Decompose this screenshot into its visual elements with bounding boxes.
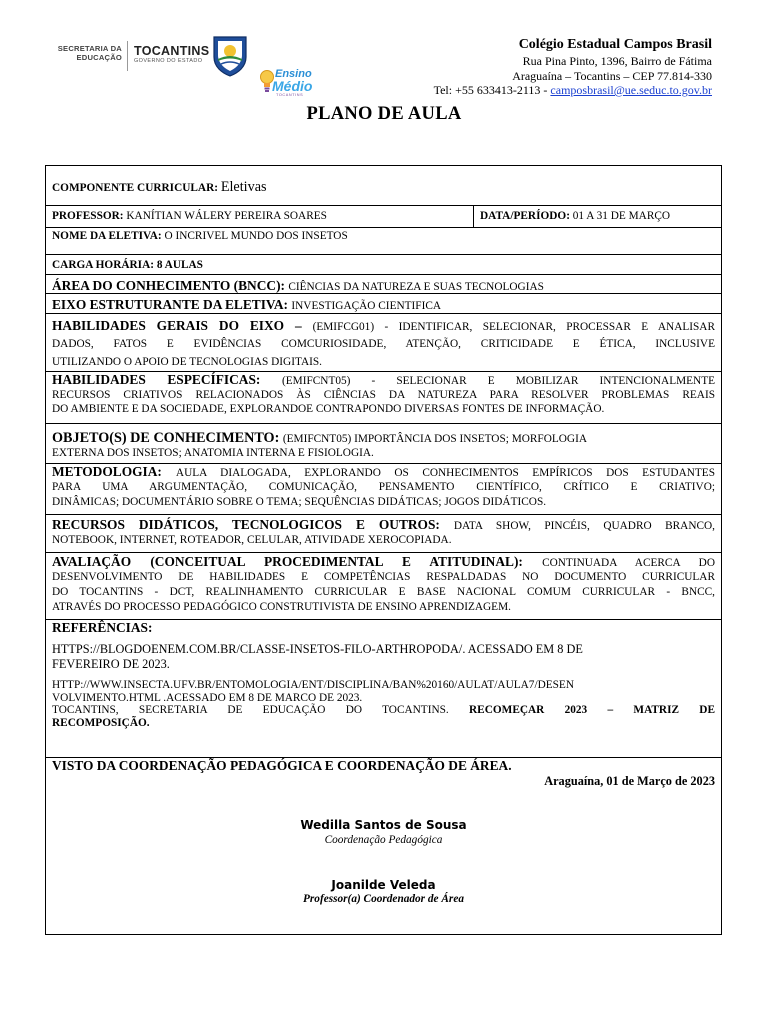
avaliacao-line-2: DESENVOLVIMENTO DE HABILIDADES E COMPETÊNCIAS RESPALDADAS NO DOCUMENTO CURRICULAR: [52, 570, 715, 583]
avaliacao-line-4: ATRAVÉS DO PROCESSO PEDAGÓGICO CONSTRUTIVISTA DE ENSINO APRENDIZAGEM.: [52, 600, 511, 613]
column-divider: [473, 206, 474, 227]
hab-gerais-line-2: DADOS, FATOS E EVIDÊNCIAS COMCURIOSIDADE, ATENÇÃO, CRITICIDADE E ÉTICA, INCLUSIVE: [52, 338, 715, 350]
eletiva-label: NOME DA ELETIVA:: [52, 230, 165, 242]
professor-value: KANÍTIAN WÁLERY PEREIRA SOARES: [126, 210, 327, 222]
signature-2-role: Professor(a) Coordenador de Área: [303, 893, 464, 905]
secretaria-educacao-logo: [50, 44, 122, 68]
signature-2-name: Joanilde Veleda: [331, 878, 436, 892]
medio-word: Médio: [272, 78, 313, 94]
hab-esp-line-3: DO AMBIENTE E DA SOCIEDADE, EXPLORANDOE CONTRAPONDO DIVERSAS FONTES DE INFORMAÇÃO.: [52, 402, 605, 415]
componente-label: COMPONENTE CURRICULAR:: [52, 182, 221, 194]
tocantins-logo: [134, 44, 210, 69]
tocantins-wordmark: TOCANTINS: [134, 44, 210, 58]
referencias-label: REFERÊNCIAS:: [52, 620, 153, 635]
hab-gerais-label: HABILIDADES GERAIS DO EIXO –: [52, 318, 313, 333]
row-habilidades-gerais: [46, 314, 721, 372]
avaliacao-line-1: AVALIAÇÃO (CONCEITUAL PROCEDIMENTAL E ATITUDINAL): CONTINUADA ACERCA DO: [52, 554, 715, 569]
ensino-tocantins-word: TOCANTINS: [276, 93, 304, 97]
row-eixo: [46, 294, 721, 314]
hab-gerais-line-3: UTILIZANDO O APOIO DE TECNOLOGIAS DIGITAIS.: [52, 356, 322, 368]
ref1-line-2: FEVEREIRO DE 2023.: [52, 657, 170, 671]
ref1-line-1: HTTPS://BLOGDOENEM.COM.BR/CLASSE-INSETOS-FILO-ARTHROPODA/. ACESSADO EM 8 DE: [52, 642, 583, 656]
metodologia-line-1: METODOLOGIA: AULA DIALOGADA, EXPLORANDO OS CONHECIMENTOS EMPÍRICOS DOS ESTUDANTES: [52, 464, 715, 479]
page-title: PLANO DE AULA: [306, 104, 462, 124]
school-email-link[interactable]: camposbrasil@ue.seduc.to.gov.br: [550, 83, 712, 97]
periodo-label: DATA/PERÍODO:: [480, 210, 573, 222]
componente-value: Eletivas: [220, 179, 267, 195]
hab-esp-line-2: RECURSOS CRIATIVOS RELACIONADOS ÀS CIÊNCIAS DA NATUREZA PARA RESOLVER PROBLEMAS REAIS: [52, 388, 715, 401]
hab-esp-label: HABILIDADES ESPECÍFICAS:: [52, 372, 282, 387]
recursos-label: RECURSOS DIDÁTICOS, TECNOLOGICOS E OUTROS:: [52, 517, 454, 532]
lesson-plan-table: [45, 165, 722, 935]
row-objetos: [46, 424, 721, 464]
periodo-value: 01 A 31 DE MARÇO: [572, 210, 671, 222]
eixo-label: EIXO ESTRUTURANTE DA ELETIVA:: [52, 297, 292, 312]
school-phone: Tel: +55 633413-2113 -: [433, 83, 551, 97]
avaliacao-line-3: DO TOCANTINS - DCT, REALINHAMENTO CURRICULAR E BASE NACIONAL COMUM CURRICULAR - BNCC,: [52, 585, 715, 598]
school-name: Colégio Estadual Campos Brasil: [518, 37, 712, 52]
objetos-line-2: EXTERNA DOS INSETOS; ANATOMIA INTERNA E FISIOLOGIA.: [52, 447, 374, 459]
area-label: ÁREA DO CONHECIMENTO (BNCC):: [52, 278, 289, 293]
professor-label: PROFESSOR:: [52, 210, 127, 222]
eixo-value: INVESTIGAÇÃO CIENTIFICA: [291, 300, 442, 312]
visto-date: Araguaína, 01 de Março de 2023: [544, 774, 715, 788]
signature-1-name: Wedilla Santos de Sousa: [300, 818, 467, 832]
logo-divider: [127, 41, 128, 71]
row-area: [46, 275, 721, 294]
school-info: [380, 36, 712, 98]
objetos-line-1: OBJETO(S) DE CONHECIMENTO: (EMIFCNT05) IMPORTÂNCIA DOS INSETOS; MORFOLOGIA: [52, 430, 588, 446]
metodologia-label: METODOLOGIA:: [52, 464, 176, 479]
secretaria-line-1: SECRETARIA DA: [57, 44, 122, 53]
eletiva-value: O INCRIVEL MUNDO DOS INSETOS: [164, 230, 348, 242]
row-eletiva: [46, 228, 721, 255]
secretaria-line-2: EDUCAÇÃO: [76, 53, 122, 62]
school-address: Rua Pina Pinto, 1396, Bairro de Fátima: [522, 54, 712, 68]
signature-1-role: Coordenação Pedagógica: [324, 834, 443, 846]
row-recursos: [46, 515, 721, 553]
hab-gerais-line-1: HABILIDADES GERAIS DO EIXO – (EMIFCG01) - IDENTIFICAR, SELECIONAR, PROCESSAR E ANALISAR: [52, 318, 715, 333]
avaliacao-label: AVALIAÇÃO (CONCEITUAL PROCEDIMENTAL E ATITUDINAL):: [52, 554, 543, 569]
school-city: Araguaína – Tocantins – CEP 77.814-330: [512, 68, 712, 83]
school-contact: [380, 83, 712, 98]
row-habilidades-especificas: [46, 372, 721, 424]
ref2-line-1: HTTP://WWW.INSECTA.UFV.BR/ENTOMOLOGIA/ENT/DISCIPLINA/BAN%20160/AULAT/AULA7/DESEN: [52, 679, 574, 691]
area-value: CIÊNCIAS DA NATUREZA E SUAS TECNOLOGIAS: [288, 281, 544, 293]
row-visto: [46, 758, 721, 934]
ensino-medio-logo: [257, 66, 311, 100]
ref3-line-1: TOCANTINS, SECRETARIA DE EDUCAÇÃO DO TOCANTINS. RECOMEÇAR 2023 – MATRIZ DE: [52, 704, 715, 716]
objetos-label: OBJETO(S) DE CONHECIMENTO:: [52, 430, 283, 446]
ref3-line-2: RECOMPOSIÇÃO.: [52, 716, 150, 729]
row-carga: [46, 255, 721, 275]
periodo-field: [480, 210, 670, 223]
governo-do-estado-text: GOVERNO DO ESTADO: [134, 58, 203, 64]
carga-label: CARGA HORÁRIA:: [52, 259, 157, 271]
row-metodologia: [46, 464, 721, 515]
row-professor: [46, 206, 721, 228]
state-coat-of-arms-icon: [210, 33, 250, 77]
recursos-line-1: RECURSOS DIDÁTICOS, TECNOLOGICOS E OUTROS: DATA SHOW, PINCÉIS, QUADRO BRANCO,: [52, 517, 716, 532]
row-referencias: [46, 620, 721, 758]
hab-esp-line-1: HABILIDADES ESPECÍFICAS: (EMIFCNT05) - SELECIONAR E MOBILIZAR INTENCIONALMENTE: [52, 372, 715, 387]
ref2-line-2: VOLVIMENTO.HTML .ACESSADO EM 8 DE MARCO DE 2023.: [52, 691, 363, 704]
visto-label: VISTO DA COORDENAÇÃO PEDAGÓGICA E COORDENAÇÃO DE ÁREA.: [52, 758, 512, 773]
ensino-word: Ensino: [275, 68, 312, 80]
carga-value: 8 AULAS: [156, 259, 203, 271]
recursos-line-2: NOTEBOOK, INTERNET, ROTEADOR, CELULAR, ATIVIDADE XEROCOPIADA.: [52, 534, 452, 546]
metodologia-line-2: PARA UMA ARGUMENTAÇÃO, COMUNICAÇÃO, PENSAMENTO CIENTÍFICO, CRÍTICO E CRIATIVO;: [52, 480, 715, 493]
row-avaliacao: [46, 553, 721, 620]
row-componente: [46, 166, 721, 206]
metodologia-line-3: DINÂMICAS; DOCUMENTÁRIO SOBRE O TEMA; SEQUÊNCIAS DIDÁTICAS; JOGOS DIDÁTICOS.: [52, 495, 547, 508]
componente-field: [52, 178, 267, 196]
